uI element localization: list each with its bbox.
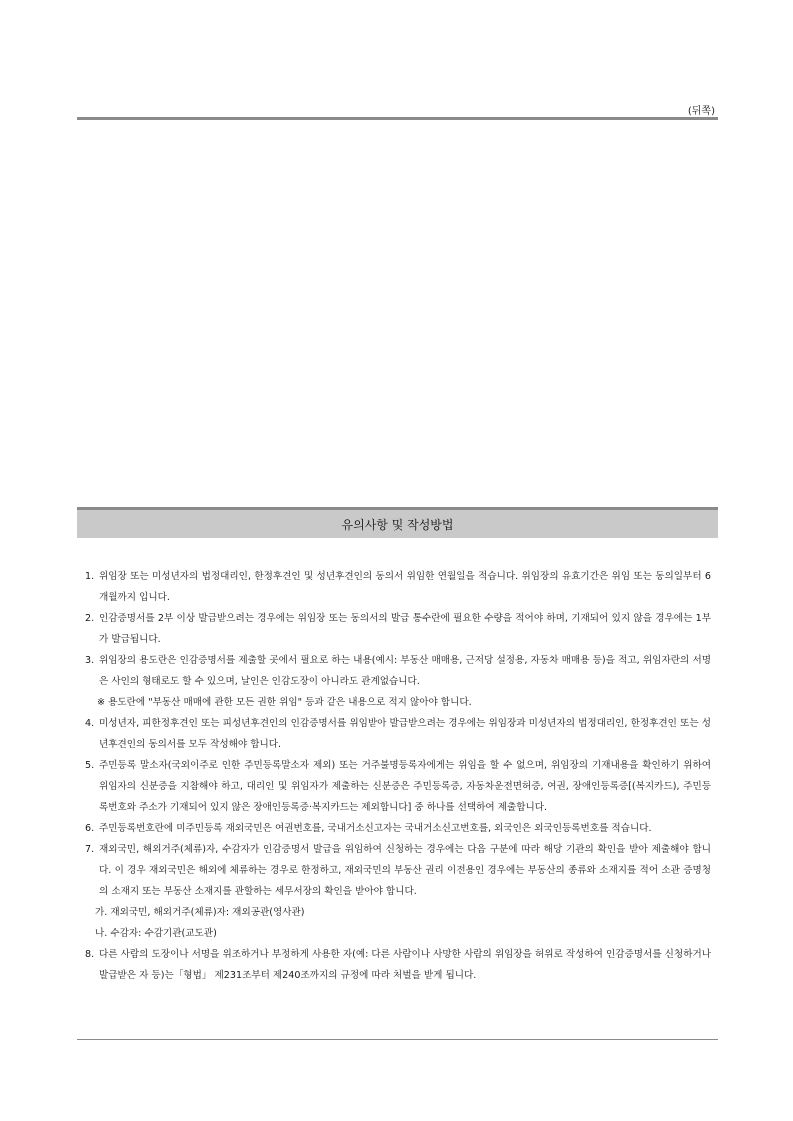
bottom-divider — [77, 1039, 718, 1040]
notice-body — [85, 566, 711, 986]
item-text: 다른 사람의 도장이나 서명을 위조하거나 부정하게 사용한 자(예: 다른 사람이나 사망한 사람의 위임장을 허위로 작성하여 인감증명서를 신청하거나 발급받은 자 등)는「형법」 제231조부터 제240조까지의 규정에 따라 처벌을 받게 됩니다. — [99, 949, 711, 981]
item-text: 미성년자, 피한정후견인 또는 피성년후견인의 인감증명서를 위임받아 발급받으려는 경우에는 위임장과 미성년자의 법정대리인, 한정후견인 또는 성년후견인의 동의서를 모두 작성해야 합니다. — [99, 718, 711, 750]
item-text: 위임장 또는 미성년자의 법정대리인, 한정후견인 및 성년후견인의 동의서 위임한 연월일을 적습니다. 위임장의 유효기간은 위임 또는 동의일부터 6개월까지 입니다. — [99, 571, 711, 603]
item-text: 주민등록 말소자(국외이주로 인한 주민등록말소자 제외) 또는 거주불명등록자에게는 위임을 할 수 없으며, 위임장의 기재내용을 확인하기 위하여 위임자의 신분증을 지참해야 하고, 대리인 및 위임자가 제출하는 신분증은 주민등록증, 자동차운전면허증, 여권, 장애인등록증[(복지카드), 주민등록번호와 주소가 기재되어 있지 않은 장애인등록증·복지카드는 제외합니다] 중 하나를 선택하여 제출합니다. — [99, 760, 711, 813]
list-item — [85, 944, 711, 986]
item-text: 인감증명서를 2부 이상 발급받으려는 경우에는 위임장 또는 동의서의 발급 통수란에 필요한 수량을 적어야 하며, 기재되어 있지 않을 경우에는 1부가 발급됩니다. — [99, 613, 711, 645]
list-item — [85, 713, 711, 755]
list-item — [85, 818, 711, 839]
item-text: 재외국민, 해외거주(체류)자, 수감자가 인감증명서 발급을 위임하여 신청하는 경우에는 다음 구분에 따라 해당 기관의 확인을 받아 제출해야 합니다. 이 경우 재외국민은 해외에 체류하는 경우로 한정하고, 재외국민의 부동산 권리 이전용인 경우에는 부동산의 종류와 소재지를 적어 소관 증명청의 소재지 또는 부동산 소재지를 관할하는 세무서장의 확인을 받아야 합니다. — [99, 844, 711, 897]
item-text: 위임장의 용도란은 인감증명서를 제출할 곳에서 필요로 하는 내용(예시: 부동산 매매용, 근저당 설정용, 자동차 매매용 등)을 적고, 위임자란의 서명은 사인의 형태로도 할 수 있으며, 날인은 인감도장이 아니라도 관계없습니다. — [99, 655, 711, 687]
list-item — [85, 650, 711, 692]
item-number: 4. — [85, 718, 95, 729]
item-number: 5. — [85, 760, 95, 771]
top-divider — [77, 117, 718, 120]
list-item — [85, 839, 711, 902]
item-number: 1. — [85, 571, 95, 582]
list-item — [85, 755, 711, 818]
item-number: 7. — [85, 844, 95, 855]
sub-item: 가. 재외국민, 해외거주(체류)자: 재외공관(영사관) — [95, 907, 305, 918]
item-text: 주민등록번호란에 미주민등록 재외국민은 여권번호를, 국내거소신고자는 국내거소신고번호를, 외국인은 외국인등록번호를 적습니다. — [99, 823, 652, 834]
page-side-label: (뒤쪽) — [687, 106, 715, 117]
purpose-note: ※ 용도란에 "부동산 매매에 관한 모든 권한 위임" 등과 같은 내용으로 적지 않아야 합니다. — [97, 697, 472, 708]
sub-item: 나. 수감자: 수감기관(교도관) — [95, 928, 217, 939]
notice-title: 유의사항 및 작성방법 — [341, 517, 454, 532]
list-item — [85, 566, 711, 608]
item-number: 2. — [85, 613, 95, 624]
item-number: 3. — [85, 655, 95, 666]
item-number: 8. — [85, 949, 95, 960]
item-number: 6. — [85, 823, 95, 834]
notice-header — [77, 507, 718, 538]
list-item — [85, 608, 711, 650]
